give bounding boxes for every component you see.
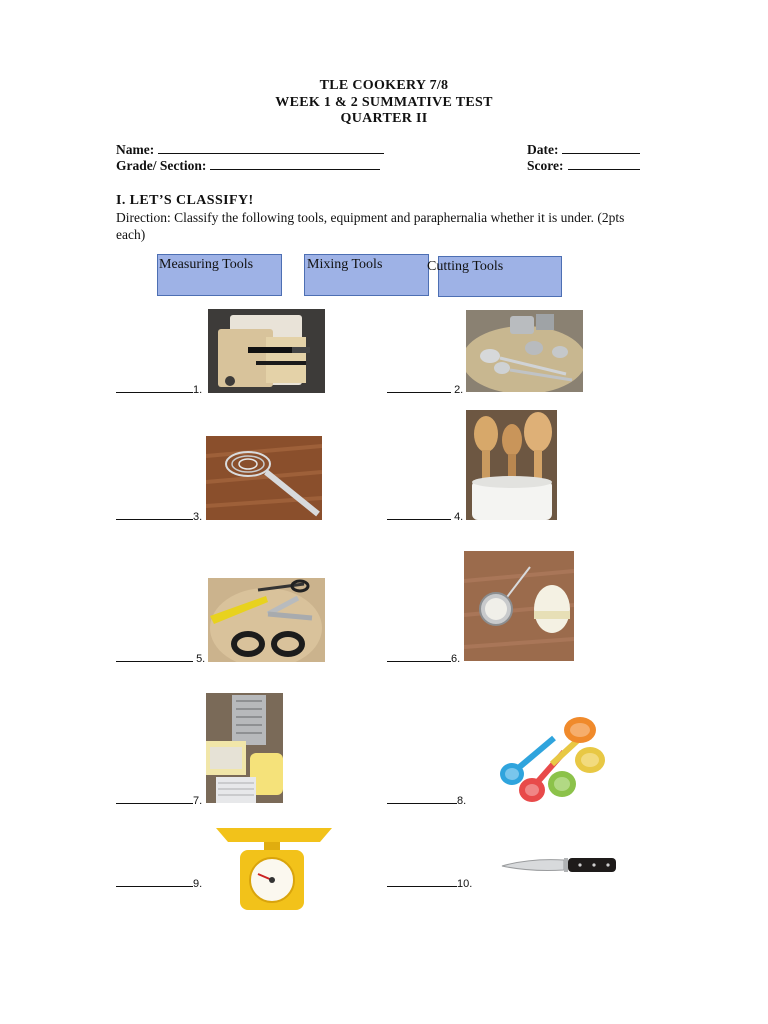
date-label: Date: — [527, 142, 559, 157]
answer-item-4[interactable]: 4. — [387, 509, 463, 523]
grater-icon — [206, 693, 283, 803]
answer-item-5[interactable]: 5. — [116, 651, 205, 665]
grade-section-blank[interactable] — [210, 158, 380, 170]
direction-text: Direction: Classify the following tools, equipment and paraphernalia whether it is under. (2pts each) — [116, 210, 625, 242]
answer-item-9[interactable]: 9. — [116, 876, 202, 890]
wooden-spoons-icon — [466, 410, 557, 520]
worksheet-subtitle: WEEK 1 & 2 SUMMATIVE TEST — [275, 95, 493, 110]
worksheet-title: TLE COOKERY 7/8 — [319, 78, 449, 93]
name-label: Name: — [116, 142, 155, 157]
answer-item-1[interactable]: 1. — [116, 382, 202, 396]
section-heading: I. LET’S CLASSIFY! — [116, 193, 254, 208]
answer-item-3[interactable]: 3. — [116, 509, 202, 523]
category-mixing-tools: Mixing Tools — [304, 254, 429, 296]
wire-whisk-icon — [206, 436, 322, 520]
kitchen-shears-icon — [208, 578, 325, 662]
worksheet-quarter: QUARTER II — [340, 111, 428, 126]
score-field[interactable] — [527, 158, 640, 174]
name-field[interactable] — [116, 142, 384, 158]
thermometer-timer-icon — [464, 551, 574, 661]
paring-knife-icon — [500, 846, 620, 886]
measuring-cups-icon — [494, 710, 610, 810]
grade-section-label: Grade/ Section: — [116, 158, 207, 173]
score-blank[interactable] — [568, 158, 640, 170]
category-cutting-tools: Cutting Tools — [438, 256, 562, 297]
cutting-board-icon — [208, 309, 325, 393]
score-label: Score: — [527, 158, 564, 173]
date-field[interactable] — [527, 142, 640, 158]
date-blank[interactable] — [562, 142, 640, 154]
answer-item-2[interactable]: 2. — [387, 382, 463, 396]
category-measuring-tools: Measuring Tools — [157, 254, 282, 296]
answer-item-8[interactable]: 8. — [387, 793, 466, 807]
weighing-scale-icon — [212, 824, 332, 912]
answer-item-7[interactable]: 7. — [116, 793, 202, 807]
measuring-spoons-icon — [466, 310, 583, 392]
answer-item-10[interactable]: 10. — [387, 876, 472, 890]
name-blank[interactable] — [158, 142, 384, 154]
grade-section-field[interactable] — [116, 158, 380, 174]
answer-item-6[interactable]: 6. — [387, 651, 460, 665]
